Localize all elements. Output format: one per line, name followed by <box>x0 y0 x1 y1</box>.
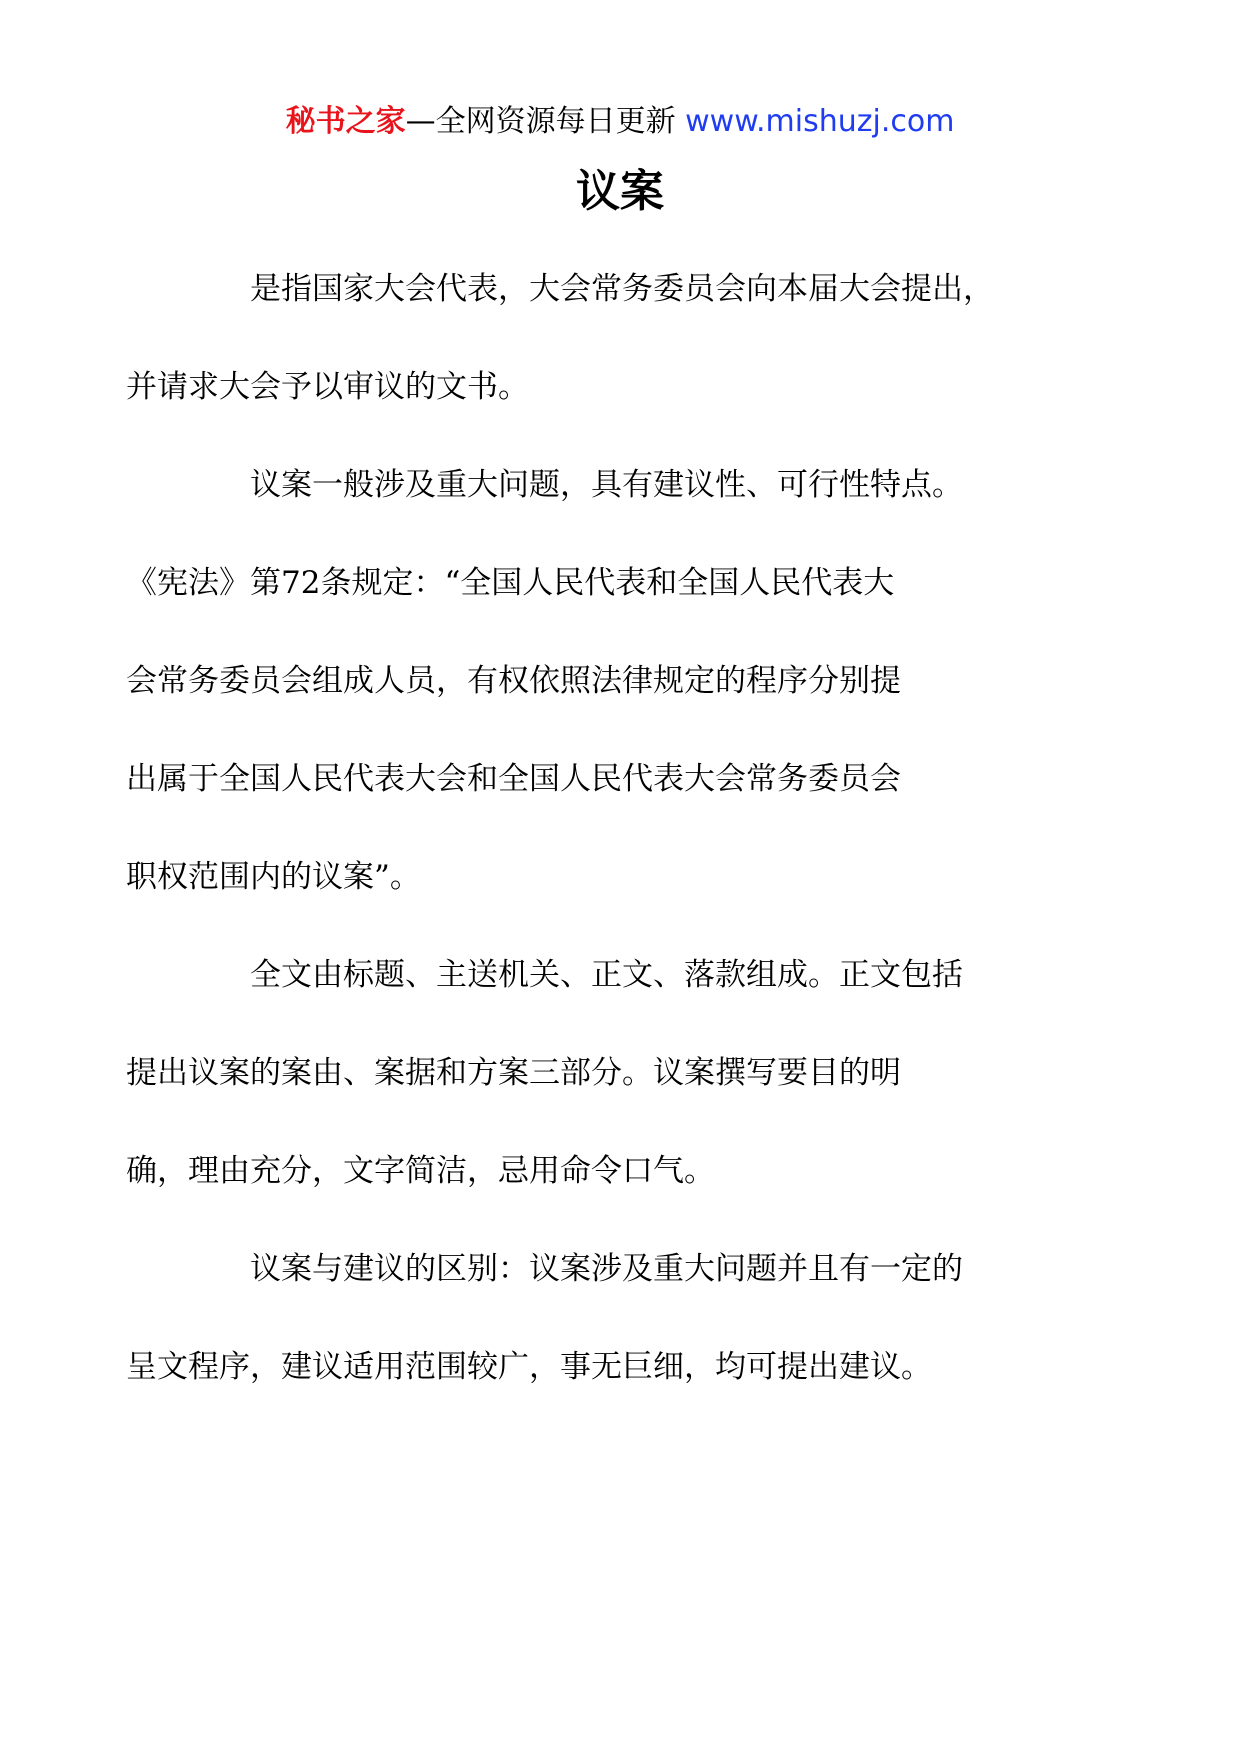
site-url[interactable]: www.mishuzj.com <box>685 104 955 139</box>
paragraph-line: 职权范围内的议案”。 <box>126 859 421 895</box>
paragraph-line: 提出议案的案由、案据和方案三部分。议案撰写要目的明 <box>126 1055 901 1091</box>
paragraph-line: 并请求大会予以审议的文书。 <box>126 369 529 405</box>
paragraph-3 <box>126 926 1056 1220</box>
paragraph-line: 出属于全国人民代表大会和全国人民代表大会常务委员会 <box>126 761 901 797</box>
site-header <box>0 102 1240 142</box>
paragraph-line: 《宪法》第72条规定：“全国人民代表和全国人民代表大 <box>126 565 895 601</box>
paragraph-2 <box>126 436 1056 926</box>
paragraph-line: 是指国家大会代表，大会常务委员会向本届大会提出， <box>250 271 994 307</box>
paragraph-line: 确，理由充分，文字简洁，忌用命令口气。 <box>126 1153 715 1189</box>
paragraph-line: 会常务委员会组成人员，有权依照法律规定的程序分别提 <box>126 663 901 699</box>
paragraph-1 <box>126 240 1056 436</box>
header-dash: — <box>405 104 436 139</box>
paragraph-line: 呈文程序，建议适用范围较广，事无巨细，均可提出建议。 <box>126 1349 932 1385</box>
paragraph-line: 议案一般涉及重大问题，具有建议性、可行性特点。 <box>250 467 963 503</box>
paragraph-4 <box>126 1220 1056 1416</box>
document-title: 议案 <box>576 166 664 217</box>
site-tagline: 全网资源每日更新 <box>435 104 686 139</box>
site-brand: 秘书之家 <box>285 104 406 139</box>
paragraph-line: 议案与建议的区别：议案涉及重大问题并且有一定的 <box>250 1251 963 1287</box>
document-body <box>126 240 1056 1416</box>
paragraph-line: 全文由标题、主送机关、正文、落款组成。正文包括 <box>250 957 963 993</box>
